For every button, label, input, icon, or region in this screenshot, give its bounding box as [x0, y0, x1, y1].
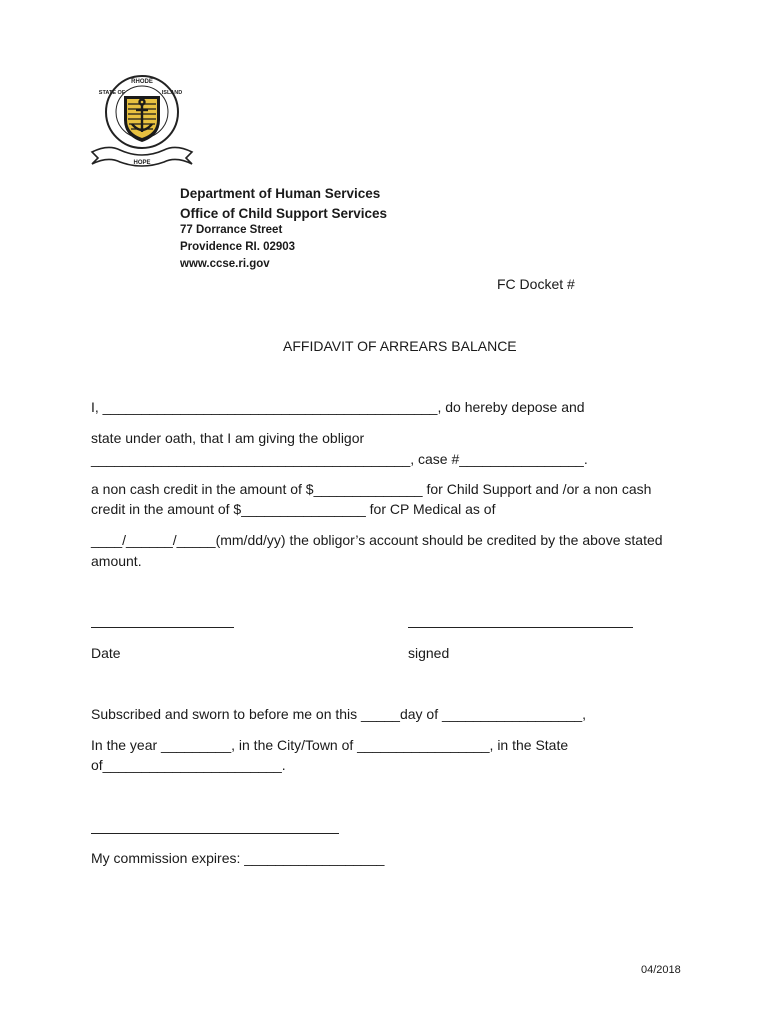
obligor-case-line: _________________________________________, case #________________.	[91, 451, 588, 467]
anchor-icon	[88, 72, 196, 172]
cp-medical-line: credit in the amount of $________________ for CP Medical as of	[91, 501, 496, 517]
rhode-island-seal	[88, 72, 196, 172]
seal-right-text: ISLAND	[161, 90, 183, 96]
seal-motto: HOPE	[133, 160, 151, 166]
signed-signature-line	[408, 627, 633, 628]
department-name: Department of Human Services	[180, 186, 381, 201]
date-credit-line: ____/______/_____(mm/dd/yy) the obligor’s account should be credited by the above stated	[91, 532, 663, 548]
website: www.ccse.ri.gov	[180, 258, 270, 270]
city-address: Providence RI. 02903	[180, 241, 296, 253]
fc-docket-label: FC Docket #	[497, 276, 575, 292]
signed-label: signed	[408, 645, 450, 661]
state-line: of_______________________.	[91, 757, 286, 773]
year-city-line: In the year _________, in the City/Town of _________________, in the State	[91, 737, 569, 753]
street-address: 77 Dorrance Street	[180, 224, 283, 236]
depose-line: I, ___________________________________________, do hereby depose and	[91, 399, 585, 415]
seal-top-text: RHODE	[131, 79, 153, 85]
commission-expires-line: My commission expires: __________________	[91, 850, 385, 866]
oath-line: state under oath, that I am giving the obligor	[91, 430, 365, 446]
credit-amount-line: a non cash credit in the amount of $______________ for Child Support and /or a non cash	[91, 481, 652, 497]
document-title: AFFIDAVIT OF ARREARS BALANCE	[283, 338, 517, 354]
date-signature-line	[91, 627, 234, 628]
form-revision-date: 04/2018	[641, 964, 681, 976]
office-name: Office of Child Support Services	[180, 206, 388, 221]
subscribed-line: Subscribed and sworn to before me on this _____day of __________________,	[91, 706, 587, 722]
notary-signature-line	[91, 833, 339, 834]
amount-line: amount.	[91, 553, 142, 569]
seal-left-text: STATE OF	[98, 90, 126, 96]
date-label: Date	[91, 645, 121, 661]
